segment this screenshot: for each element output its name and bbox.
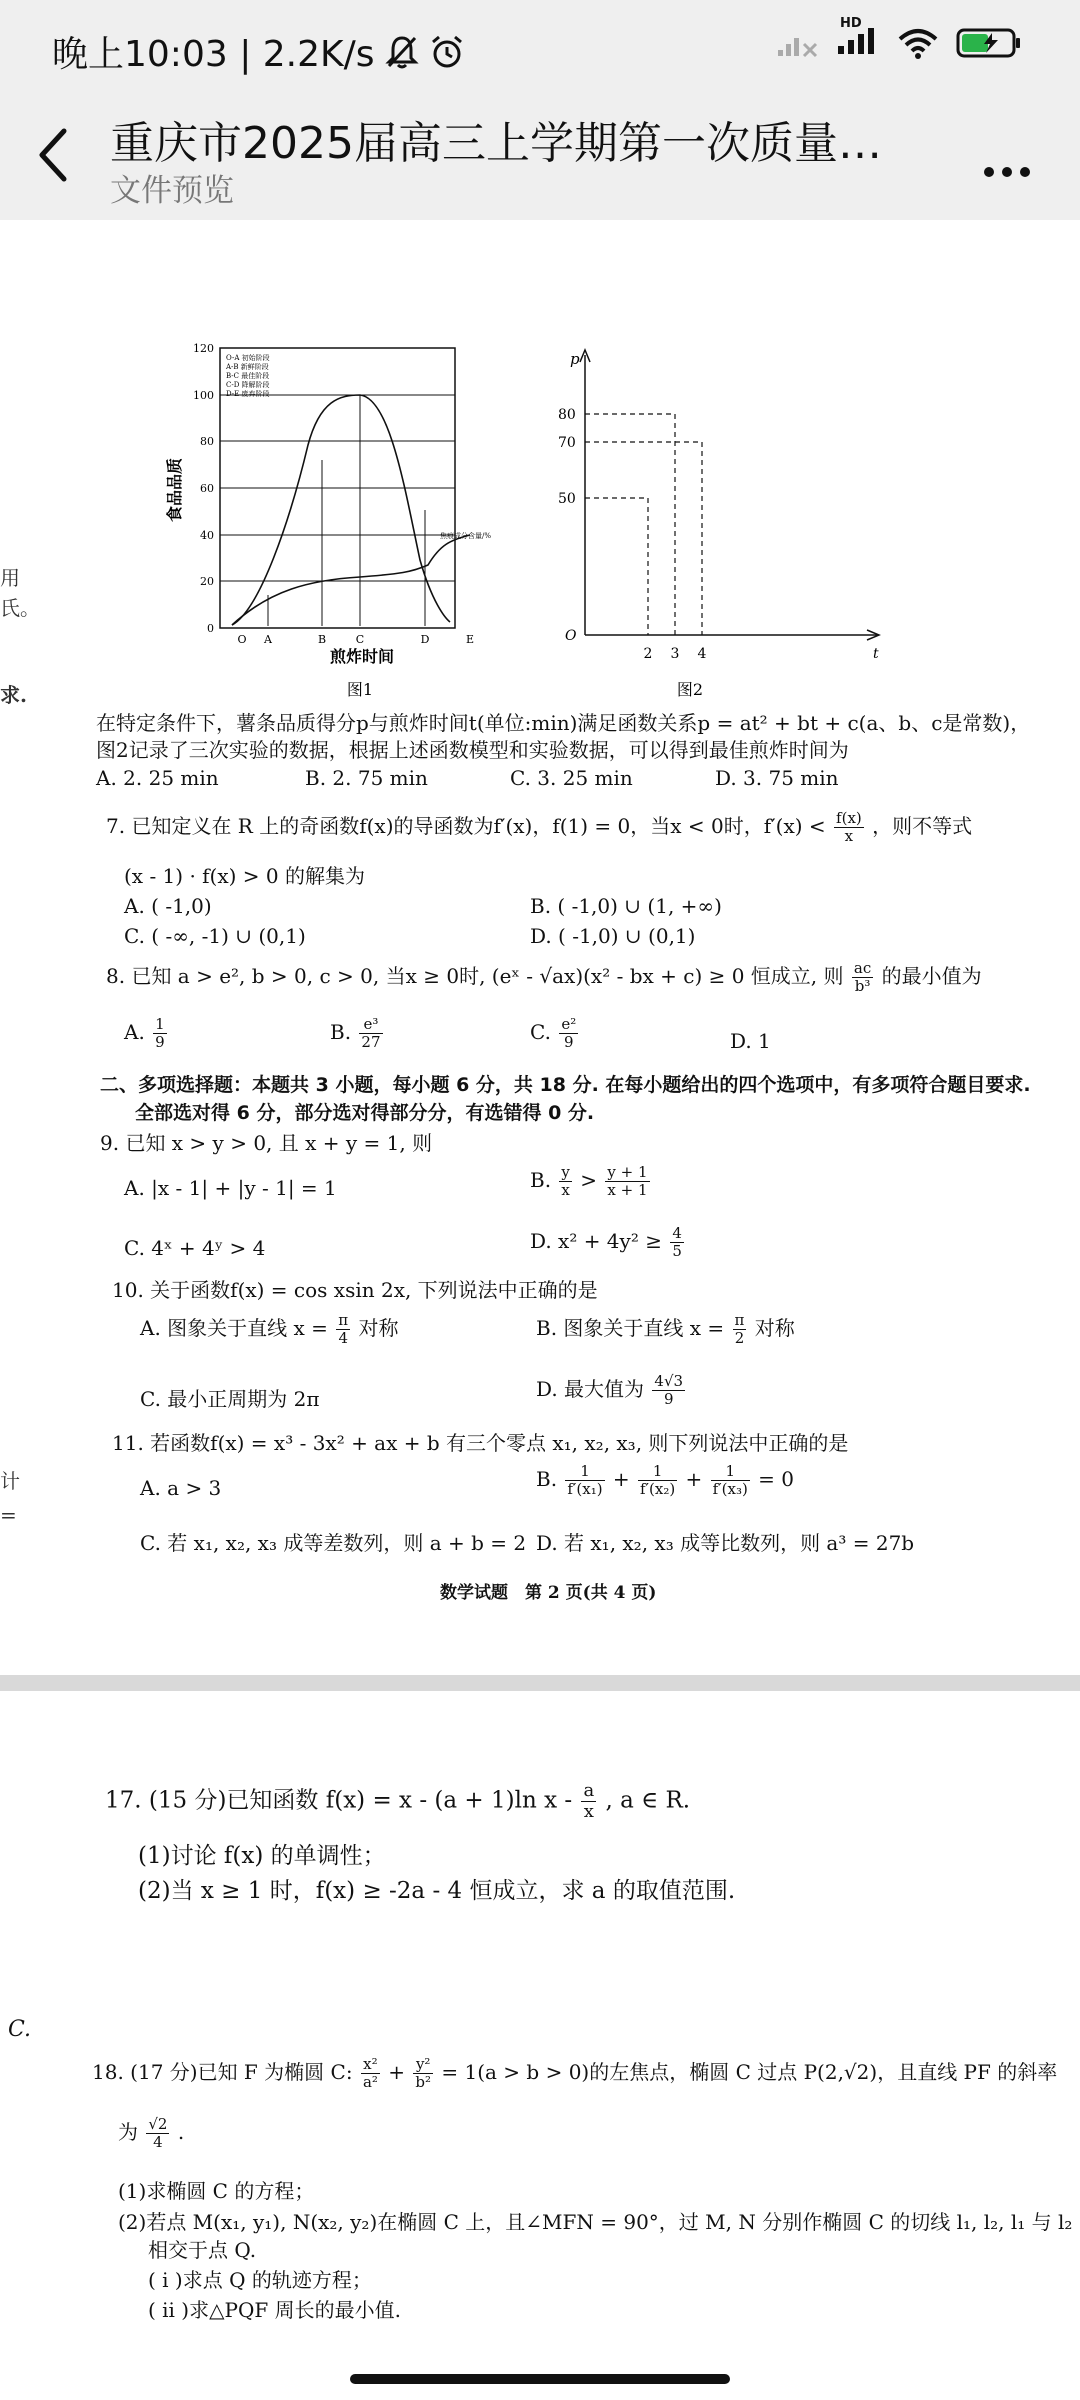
fig1-ytick: 40 bbox=[200, 529, 214, 542]
frac-num: 1 bbox=[565, 1463, 604, 1481]
frac-num: 4√3 bbox=[654, 1372, 684, 1390]
q8-opt-a-label: A. bbox=[124, 1020, 145, 1044]
q6-line-2: 图2记录了三次实验的数据，根据上述函数模型和实验数据，可以得到最佳煎炸时间为 bbox=[96, 738, 849, 762]
frac-num: 1 bbox=[711, 1463, 750, 1481]
fig2-xtick: 2 bbox=[643, 646, 653, 662]
frac-num: y² bbox=[413, 2056, 433, 2074]
q7-option-b: B. ( -1,0) ∪ (1, +∞) bbox=[530, 894, 722, 918]
q10-opt-d-text: D. 最大值为 bbox=[536, 1377, 645, 1401]
q10-stem: 10. 关于函数f(x) = cos xsin 2x, 下列说法中正确的是 bbox=[112, 1278, 598, 1302]
q11-option-b bbox=[536, 1463, 794, 1498]
fig1-xtick: D bbox=[420, 633, 430, 646]
frac-num: 1 bbox=[155, 1015, 165, 1033]
fig1-ytick: 0 bbox=[207, 622, 214, 635]
hd-signal bbox=[836, 16, 880, 60]
fig1-caption: 图1 bbox=[346, 680, 374, 699]
left-fragment-3: 求. bbox=[0, 683, 27, 707]
q7-option-a: A. ( -1,0) bbox=[124, 894, 212, 918]
q6-line-1: 在特定条件下，薯条品质得分p与煎炸时间t(单位:min)满足函数关系p = at² + bt + c(a、b、c是常数)， bbox=[96, 711, 1031, 735]
q9-opt-b-gt: > bbox=[580, 1168, 598, 1192]
frac-den: f′(x₁) bbox=[567, 1480, 603, 1498]
q10-opt-b-text: B. 图象关于直线 x = bbox=[536, 1316, 725, 1340]
fig1-quality-curve bbox=[232, 395, 450, 625]
q18-frac2 bbox=[413, 2056, 433, 2091]
q7-option-d: D. ( -1,0) ∪ (0,1) bbox=[530, 924, 696, 948]
page-footer: 数学试题 第 2 页(共 4 页) bbox=[440, 1583, 657, 1603]
status-bar bbox=[0, 0, 1080, 95]
q9-opt-b-label: B. bbox=[530, 1168, 552, 1192]
q9-stem: 9. 已知 x > y > 0, 且 x + y = 1, 则 bbox=[100, 1131, 433, 1155]
frac-den: 27 bbox=[361, 1033, 381, 1051]
wifi-icon bbox=[896, 27, 940, 59]
q9-opt-b-frac1 bbox=[559, 1164, 571, 1199]
q18-stem-b: = 1(a > b > 0)的左焦点，椭圆 C 过点 P(2,√2)，且直线 PF 的斜率 bbox=[441, 2060, 1058, 2084]
q7-stem bbox=[106, 810, 972, 845]
q18-stem-a: 18. (17 分)已知 F 为椭圆 C: bbox=[92, 2060, 353, 2084]
q8-option-a bbox=[124, 1016, 169, 1051]
fig2-caption: 图2 bbox=[676, 680, 704, 699]
frac-num: 4 bbox=[672, 1224, 682, 1242]
frac-num: x² bbox=[361, 2056, 380, 2074]
q11-plus: + bbox=[685, 1467, 703, 1491]
frac-den: x + 1 bbox=[607, 1181, 648, 1199]
frac-den: 2 bbox=[734, 1329, 745, 1347]
battery-icon bbox=[956, 27, 1022, 59]
q9-option-d bbox=[530, 1225, 686, 1260]
q11-equals: = 0 bbox=[758, 1467, 795, 1491]
fig2-xlabel: t bbox=[873, 646, 879, 662]
q7-line-2: (x - 1) · f(x) > 0 的解集为 bbox=[124, 864, 365, 888]
figure-2-chart bbox=[555, 340, 885, 700]
q10-opt-a-tail: 对称 bbox=[358, 1316, 399, 1340]
q10-option-c: C. 最小正周期为 2π bbox=[140, 1387, 320, 1411]
figure-1-chart bbox=[150, 340, 530, 700]
q9-opt-b-frac2 bbox=[605, 1164, 649, 1199]
alarm-icon bbox=[429, 34, 465, 70]
frac-den: 4 bbox=[153, 2133, 163, 2151]
q7-stem-b: ，则不等式 bbox=[872, 814, 973, 838]
status-time-speed: 晚上10:03 | 2.2K/s bbox=[52, 34, 375, 75]
q18-part-2a: (2)若点 M(x₁, y₁), N(x₂, y₂)在椭圆 C 上，且∠MFN = 90°，过 M, N 分别作椭圆 C 的切线 l₁, l₂, l₁ 与 l₂ bbox=[118, 2210, 1073, 2234]
page-separator bbox=[0, 1675, 1080, 1691]
left-fragment-5: = bbox=[0, 1503, 17, 1527]
frac-num: e³ bbox=[359, 1016, 382, 1034]
left-fragment-1: 用 bbox=[0, 566, 20, 590]
document-title: 重庆市2025届高三上学期第一次质量… bbox=[110, 118, 882, 169]
fig1-legend-item: C-D 降解阶段 bbox=[226, 381, 270, 389]
q18-line2-text: 为 bbox=[118, 2120, 138, 2144]
q9-opt-d-frac bbox=[670, 1225, 684, 1260]
fig1-ytick: 120 bbox=[193, 342, 214, 355]
q10-option-d bbox=[536, 1373, 687, 1408]
q7-stem-a: 7. 已知定义在 R 上的奇函数f(x)的导函数为f′(x)，f(1) = 0，当x < 0时，f′(x) < bbox=[106, 814, 826, 838]
q10-option-a bbox=[140, 1312, 399, 1347]
network-label: HD bbox=[840, 16, 862, 31]
q10-opt-b-tail: 对称 bbox=[754, 1316, 795, 1340]
q17-stem bbox=[105, 1781, 690, 1822]
q10-opt-d-frac bbox=[652, 1373, 685, 1408]
q6-option-d: D. 3. 75 min bbox=[715, 766, 839, 790]
fig1-xtick: B bbox=[317, 633, 327, 646]
left-fragment-2: 氏。 bbox=[0, 596, 40, 620]
status-right bbox=[776, 16, 1022, 60]
q8-stem-b: 的最小值为 bbox=[881, 964, 982, 988]
q6-option-c: C. 3. 25 min bbox=[510, 766, 633, 790]
frac-den: 4 bbox=[338, 1329, 348, 1347]
q18-frac1 bbox=[361, 2056, 380, 2091]
q9-option-b bbox=[530, 1164, 652, 1199]
q18-slope-frac bbox=[146, 2116, 169, 2151]
q18-line2-tail: . bbox=[177, 2120, 185, 2144]
q17-stem-b: , a ∈ R. bbox=[605, 1787, 691, 1814]
document-page-2[interactable] bbox=[0, 1691, 1080, 2400]
fig2-ytick: 70 bbox=[558, 435, 576, 451]
q17-stem-a: 17. (15 分)已知函数 f(x) = x - (a + 1)ln x - bbox=[105, 1787, 573, 1814]
q11-opt-b-label: B. bbox=[536, 1467, 558, 1491]
q7-frac-num: f(x) bbox=[836, 809, 862, 827]
document-subtitle: 文件预览 bbox=[110, 173, 234, 209]
q18-line-2 bbox=[118, 2116, 184, 2151]
fig1-xtick: E bbox=[465, 633, 475, 646]
fig2-ylabel: p bbox=[570, 350, 580, 368]
q18-plus: + bbox=[388, 2060, 406, 2084]
frac-num: e² bbox=[561, 1015, 577, 1033]
frac-den: x bbox=[561, 1181, 570, 1199]
frac-num: √2 bbox=[148, 2115, 168, 2133]
home-indicator[interactable] bbox=[350, 2374, 730, 2384]
q11-option-d: D. 若 x₁, x₂, x₃ 成等比数列，则 a³ = 27b bbox=[536, 1531, 915, 1555]
fig2-dash-2-50 bbox=[585, 498, 648, 635]
fig1-xlabel: 煎炸时间 bbox=[329, 647, 395, 666]
fig1-ytick: 20 bbox=[200, 575, 214, 588]
frac-den: 9 bbox=[663, 1390, 674, 1408]
q6-option-a: A. 2. 25 min bbox=[96, 766, 219, 790]
fig1-xtick: O bbox=[237, 633, 247, 646]
frac-num: a bbox=[583, 1780, 595, 1801]
frac-den: a² bbox=[362, 2073, 378, 2091]
frac-den: 9 bbox=[563, 1033, 574, 1051]
frac-num: π bbox=[734, 1311, 745, 1329]
q8-stem-a: 8. 已知 a > e², b > 0, c > 0, 当x ≥ 0时, (eˣ - √ax)(x² - bx + c) ≥ 0 恒成立, 则 bbox=[106, 964, 844, 988]
q8-option-b bbox=[330, 1016, 385, 1051]
status-left bbox=[52, 26, 465, 77]
frac-num: y + 1 bbox=[607, 1163, 648, 1181]
fig1-curve-label: 焦痕成分含量/% bbox=[440, 532, 492, 540]
q8-fraction bbox=[852, 960, 873, 995]
fig1-xtick: A bbox=[264, 633, 272, 646]
q8-opt-b-label: B. bbox=[330, 1020, 352, 1044]
q8-frac-num: ac bbox=[853, 959, 872, 977]
q11-option-c: C. 若 x₁, x₂, x₃ 成等差数列，则 a + b = 2 bbox=[140, 1531, 527, 1555]
q10-opt-a-frac bbox=[336, 1312, 350, 1347]
q18-part-2b: 相交于点 Q. bbox=[148, 2238, 257, 2262]
q18-sub-1: ( i )求点 Q 的轨迹方程； bbox=[148, 2268, 372, 2292]
fig2-ytick: 50 bbox=[558, 491, 576, 507]
q11-opt-b-frac3 bbox=[711, 1463, 750, 1498]
back-button[interactable] bbox=[34, 125, 74, 185]
frac-den: b² bbox=[415, 2073, 432, 2091]
fig1-legend-item: A-B 新鲜阶段 bbox=[226, 363, 269, 371]
fig2-xtick: 3 bbox=[670, 646, 680, 662]
fig2-ytick: 80 bbox=[558, 407, 576, 423]
q11-option-a: A. a > 3 bbox=[140, 1476, 222, 1500]
q11-stem: 11. 若函数f(x) = x³ - 3x² + ax + b 有三个零点 x₁, x₂, x₃, 则下列说法中正确的是 bbox=[112, 1431, 849, 1455]
q7-fraction bbox=[834, 810, 864, 845]
section2-line-2: 全部选对得 6 分，部分选对得部分分，有选错得 0 分. bbox=[135, 1102, 595, 1124]
frac-num: y bbox=[561, 1163, 570, 1181]
q11-plus: + bbox=[612, 1467, 630, 1491]
q17-part-2: (2)当 x ≥ 1 时，f(x) ≥ -2a - 4 恒成立，求 a 的取值范围. bbox=[138, 1878, 736, 1904]
frac-den: f′(x₃) bbox=[712, 1480, 748, 1498]
fig2-origin: O bbox=[565, 628, 577, 644]
q6-option-b: B. 2. 75 min bbox=[305, 766, 428, 790]
q8-opt-a-frac bbox=[153, 1016, 167, 1051]
fig1-legend-item: B-C 最佳阶段 bbox=[226, 372, 270, 380]
fig2-dash-4-70 bbox=[585, 442, 702, 635]
frac-den: f′(x₂) bbox=[640, 1480, 676, 1498]
q17-fraction bbox=[581, 1781, 596, 1822]
q8-frac-den: b³ bbox=[854, 977, 871, 995]
q8-stem bbox=[106, 960, 982, 995]
page2-left-fragment: C. bbox=[8, 2017, 32, 2042]
fig1-ylabel: 食品品质 bbox=[165, 457, 184, 523]
q18-part-1: (1)求椭圆 C 的方程； bbox=[118, 2179, 315, 2203]
q7-option-c: C. ( -∞, -1) ∪ (0,1) bbox=[124, 924, 306, 948]
document-page-1[interactable] bbox=[0, 220, 1080, 1675]
left-fragment-4: 计 bbox=[0, 1469, 20, 1493]
frac-den: x bbox=[583, 1801, 594, 1822]
q10-opt-b-frac bbox=[733, 1312, 747, 1347]
frac-den: 9 bbox=[155, 1033, 165, 1051]
q10-opt-a-text: A. 图象关于直线 x = bbox=[140, 1316, 328, 1340]
fig1-legend-item: O-A 初始阶段 bbox=[226, 354, 270, 362]
more-dots-icon bbox=[982, 165, 1032, 179]
section2-line-1: 二、多项选择题：本题共 3 小题，每小题 6 分，共 18 分. 在每小题给出的四个选项中，有多项符合题目要求. bbox=[100, 1074, 1031, 1096]
fig1-xtick: C bbox=[355, 633, 365, 646]
q9-option-c: C. 4ˣ + 4ʸ > 4 bbox=[124, 1236, 266, 1260]
fig2-dash-3-80 bbox=[585, 414, 675, 635]
q8-option-c bbox=[530, 1016, 580, 1051]
signal-icon bbox=[776, 28, 820, 58]
q18-sub-2: ( ii )求△PQF 周长的最小值. bbox=[148, 2298, 401, 2322]
frac-num: π bbox=[338, 1311, 349, 1329]
fig1-legend-item: D-E 废弃阶段 bbox=[226, 390, 270, 398]
q8-opt-c-label: C. bbox=[530, 1020, 551, 1044]
q18-stem bbox=[92, 2056, 1057, 2091]
q8-option-d: D. 1 bbox=[730, 1029, 771, 1053]
frac-den: 5 bbox=[672, 1242, 682, 1260]
frac-num: 1 bbox=[638, 1463, 677, 1481]
q9-opt-d-text: D. x² + 4y² ≥ bbox=[530, 1229, 662, 1253]
q17-part-1: (1)讨论 f(x) 的单调性； bbox=[138, 1843, 386, 1869]
more-options-button[interactable] bbox=[982, 143, 1032, 189]
q11-opt-b-frac2 bbox=[638, 1463, 677, 1498]
q11-opt-b-frac1 bbox=[565, 1463, 604, 1498]
q8-opt-c-frac bbox=[559, 1016, 578, 1051]
q10-option-b bbox=[536, 1312, 795, 1347]
mute-bell-icon bbox=[385, 34, 419, 70]
fig1-ytick: 80 bbox=[200, 435, 214, 448]
fig2-xtick: 4 bbox=[697, 646, 707, 662]
fig1-ytick: 60 bbox=[200, 482, 214, 495]
q7-frac-den: x bbox=[844, 827, 854, 845]
fig1-ytick: 100 bbox=[193, 389, 214, 402]
q8-opt-b-frac bbox=[359, 1016, 382, 1051]
q9-option-a: A. |x - 1| + |y - 1| = 1 bbox=[124, 1176, 337, 1200]
app-header bbox=[0, 95, 1080, 220]
